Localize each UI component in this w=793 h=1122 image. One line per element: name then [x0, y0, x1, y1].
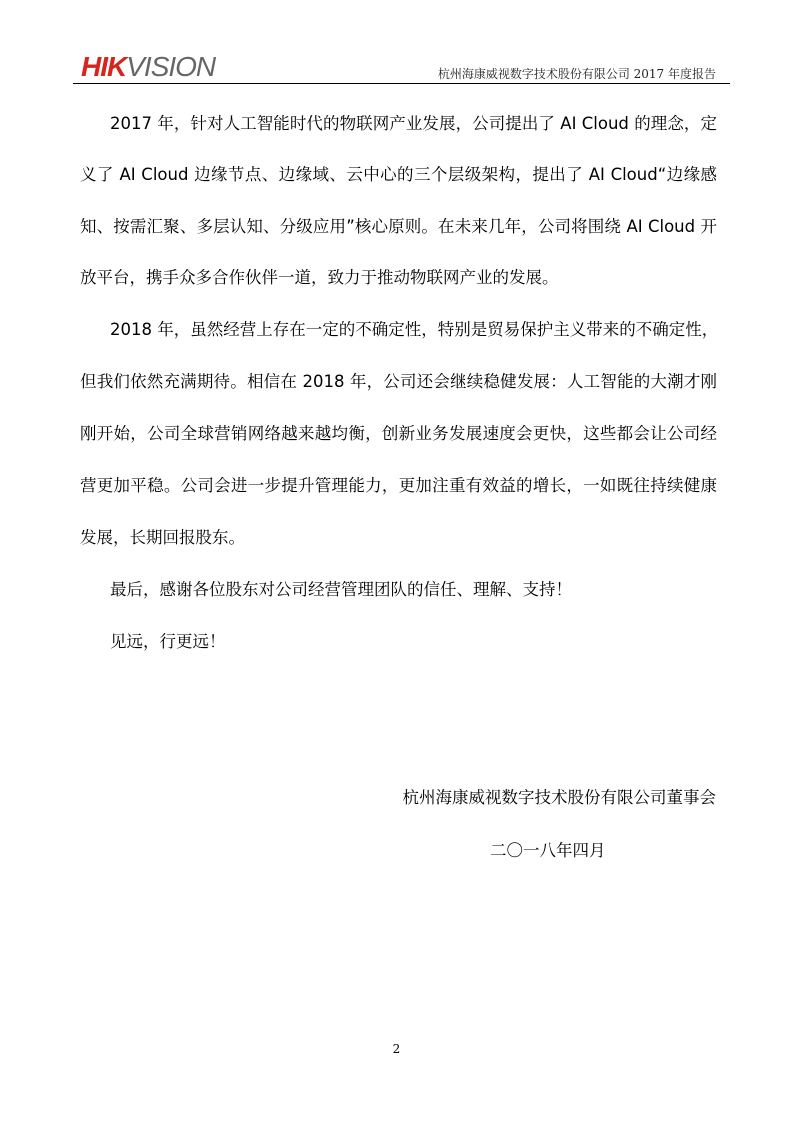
paragraph-line: 见远，行更远！ [110, 632, 226, 651]
paragraph-line: 发展，长期回报股东。 [80, 528, 245, 547]
hikvision-logo [81, 52, 215, 82]
signature: 杭州海康威视数字技术股份有限公司董事会 [402, 788, 716, 807]
logo-hik: HIK [81, 51, 127, 82]
paragraph-line: 2017 年，针对人工智能时代的物联网产业发展，公司提出了 AI Cloud 的理念，定 [110, 114, 717, 133]
paragraph-line: 放平台，携手众多合作伙伴一道，致力于推动物联网产业的发展。 [80, 268, 559, 287]
page-number: 2 [392, 1042, 401, 1056]
paragraph-line: 刚开始，公司全球营销网络越来越均衡，创新业务发展速度会更快，这些都会让公司经 [80, 424, 717, 443]
header-title: 杭州海康威视数字技术股份有限公司 2017 年度报告 [437, 67, 716, 81]
date: 二〇一八年四月 [490, 841, 606, 860]
paragraph-line: 营更加平稳。公司会进一步提升管理能力，更加注重有效益的增长，一如既往持续健康 [80, 476, 717, 495]
header-divider [73, 83, 730, 84]
paragraph-line: 2018 年，虽然经营上存在一定的不确定性，特别是贸易保护主义带来的不确定性， [110, 320, 719, 339]
paragraph-line: 义了 AI Cloud 边缘节点、边缘域、云中心的三个层级架构，提出了 AI Cloud“边缘感 [80, 165, 717, 184]
paragraph-line: 知、按需汇聚、多层认知、分级应用”核心原则。在未来几年，公司将围绕 AI Cloud 开 [80, 217, 717, 236]
paragraph-line: 但我们依然充满期待。相信在 2018 年，公司还会继续稳健发展：人工智能的大潮才刚 [80, 372, 717, 391]
logo-vision: VISION [126, 51, 216, 82]
paragraph-line: 最后，感谢各位股东对公司经营管理团队的信任、理解、支持！ [110, 580, 572, 599]
